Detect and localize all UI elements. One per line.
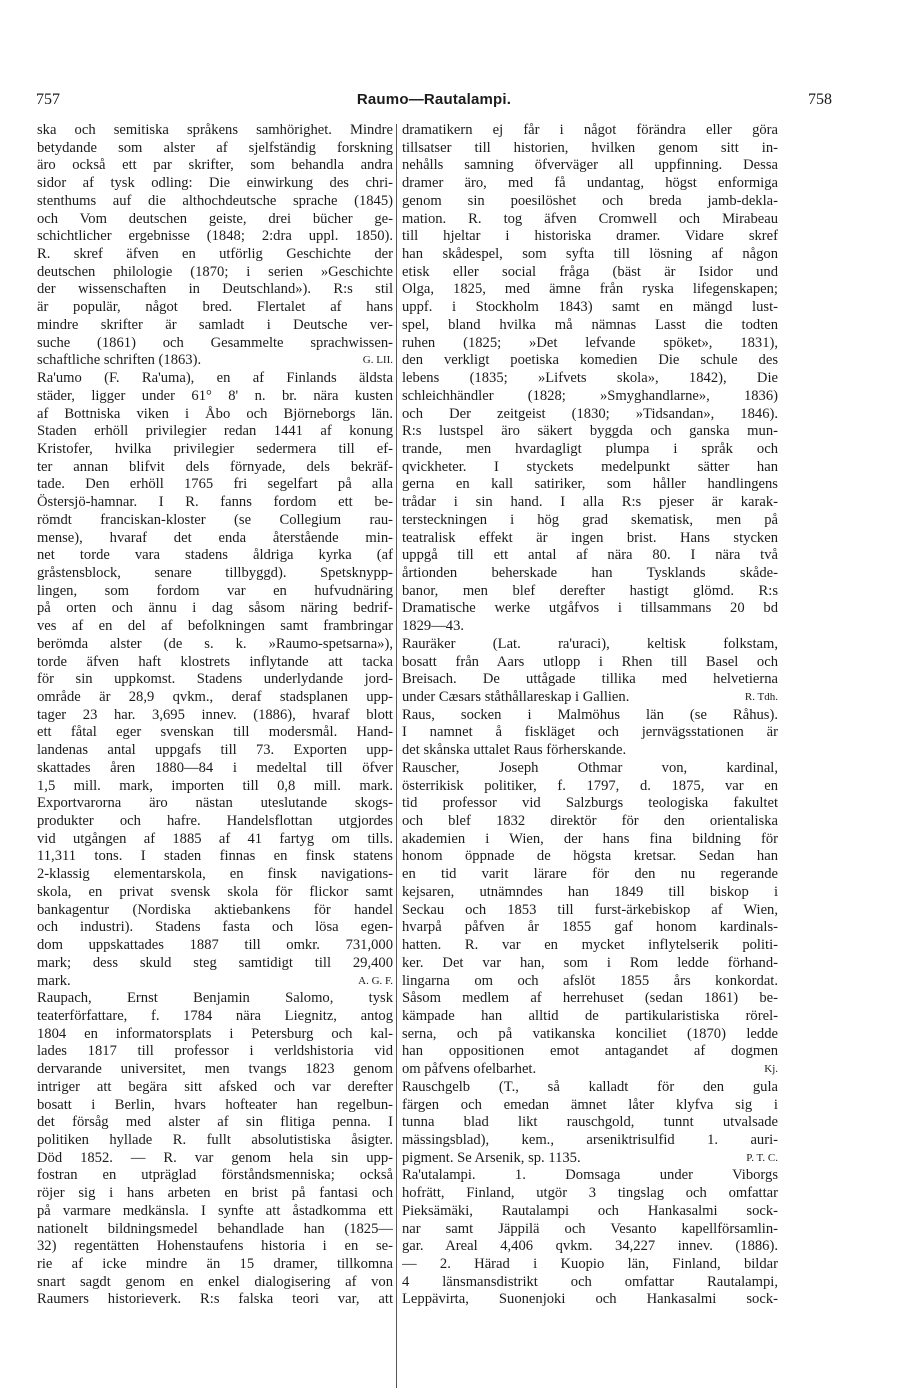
text-line: honom öppnade de högsta kretsar. Sedan han	[402, 848, 778, 865]
text-line: Ra'utalampi. 1. Domsaga under Viborgs	[402, 1167, 778, 1184]
text-line: och Vom deutschen geiste, drei bücher ge-	[37, 210, 393, 227]
text-line: nar samt Jäppilä och Vesanto kapellförsamlin-	[402, 1220, 778, 1237]
text-line: städer, ligger under 61° 8' n. br. nära kusten	[37, 387, 393, 404]
text-line: en tid varit lärare för den nu regerande	[402, 866, 778, 883]
page-number-right: 758	[808, 91, 832, 108]
text-line: dervarande universitet, men tvangs 1823 genom	[37, 1061, 393, 1078]
text-line: deutschen philologie (1870; i serien »Geschichte	[37, 263, 393, 280]
text-line: ker. Det var han, som i Rom ledde förhand-	[402, 954, 778, 971]
text-line: Död 1852. — R. var genom hela sin upp-	[37, 1149, 393, 1166]
author-signature: R. Tdh.	[744, 691, 778, 703]
text-line: gråstensblock, senare tillbyggd). Spetsknypp-	[37, 564, 393, 581]
text-line: bankagentur (Nordiska aktiebankens för handel	[37, 901, 393, 918]
text-line: römdt franciskan-kloster (se Collegium rau-	[37, 511, 393, 528]
text-line: qvickheter. I styckets medelpunkt sätter han	[402, 458, 778, 475]
text-line: 2-klassig elementarskola, en finsk navigations-	[37, 866, 393, 883]
text-line: akademien i Wien, der hans fina bildning för	[402, 830, 778, 847]
text-line: 1804 en informatorsplats i Petersburg och kal-	[37, 1025, 393, 1042]
text-line: Raus, socken i Malmöhus län (se Råhus).	[402, 706, 778, 723]
text-line: torde äfven haft klostrets inflytande att tacka	[37, 653, 393, 670]
text-line: skattades åren 1880—84 i medeltal till öfver	[37, 759, 393, 776]
text-line: Dramatische werke utgåfvos i tillsammans 20 bd	[402, 600, 778, 617]
text-line: Breisach. De uttågade tillika med helvetierna	[402, 671, 778, 688]
text-line: etisk eller social fråga (bäst är Isidor und	[402, 263, 778, 280]
text-line: hvarpå påfven år 1855 gaf honom kardinals-	[402, 919, 778, 936]
text-line: Exportvarorna äro nästan uteslutande skogs-	[37, 795, 393, 812]
text-line: Pieksämäki, Rautalampi och Hankasalmi sock-	[402, 1202, 778, 1219]
page-header	[36, 91, 832, 115]
text-line: Rauräker (Lat. ra'uraci), keltisk folkstam,	[402, 635, 778, 652]
text-line: landenas antal uppgafs till 73. Exporten upp-	[37, 742, 393, 759]
text-line: och industri). Stadens fasta och lösa egen-	[37, 919, 393, 936]
text-line: äro också ett par skrifter, som behandla andra	[37, 157, 393, 174]
text-line: kämpade han alltid de partikularistiska rörel-	[402, 1007, 778, 1024]
entry-end-text: pigment. Se Arsenik, sp. 1135.	[402, 1149, 581, 1166]
text-line: den verkligt poetiska komedien Die schule des	[402, 352, 778, 369]
text-line: Ra'umo (F. Ra'uma), en af Finlands äldsta	[37, 370, 393, 387]
text-line: R. skref äfven en utförlig Geschichte der	[37, 246, 393, 263]
text-line: gerna en kall satiriker, som håller handlingens	[402, 476, 778, 493]
text-line: sidor af tysk odling: Die einwirkung des chri-	[37, 175, 393, 192]
text-line: han oppositionen emot antagandet af dogmen	[402, 1043, 778, 1060]
text-line: I namnet å fiskläget och jernvägsstationen är	[402, 724, 778, 741]
text-line	[402, 1150, 778, 1168]
text-line: tillsatser till historien, hvilken genom sitt in-	[402, 139, 778, 156]
text-line: schleichhändler (1828; »Smyghandlarne», 1836)	[402, 387, 778, 404]
text-line: trådar i sin hand. I alla R:s pjeser är karak-	[402, 494, 778, 511]
right-column	[402, 122, 778, 1309]
text-line: dramer äro, med få undantag, högst enformiga	[402, 175, 778, 192]
text-line: är populär, något bred. Flertalet af hans	[37, 299, 393, 316]
text-line: mense), hvaraf det enda återstående min-	[37, 529, 393, 546]
text-line: ett fåtal eger svenskan till modersmål. Hand-	[37, 724, 393, 741]
text-line: vid utgången af 1885 af 41 fartyg om tills.	[37, 830, 393, 847]
text-line: ter annan blifvit dels förnyade, dels bekräf-	[37, 458, 393, 475]
text-line: 1829—43.	[402, 618, 465, 635]
text-line: — 2. Härad i Kuopio län, Finland, bildar	[402, 1256, 778, 1272]
text-line: till hjeltar i historiska dramer. Vidare skref	[402, 228, 778, 245]
text-line: net torde vara stadens åldriga kyrka (af	[37, 547, 393, 564]
author-signature: A. G. F.	[358, 974, 393, 987]
text-line: Seckau och 1853 till furst-ärkebiskop af Wien,	[402, 901, 778, 918]
entry-end-text: schaftliche schriften (1863).	[37, 352, 202, 369]
text-line: röjer sig i hans arbeten en brist på fantasi och	[37, 1185, 393, 1202]
text-line: på varmare medkänsla. I synfte att åstadkomma ett	[37, 1202, 393, 1219]
text-line: produkter och hafre. Handelsflottan utgjordes	[37, 813, 393, 830]
text-line: serna, och på vatikanska konciliet (1870) ledde	[402, 1025, 778, 1042]
text-line: och blef 1832 direktör för den orientaliska	[402, 813, 778, 830]
text-line: gar. Areal 4,406 qvkm. 34,227 innev. (1886).	[402, 1238, 778, 1255]
text-line: 4 länsmansdistrikt och omfattar Rautalampi,	[402, 1273, 778, 1290]
text-line: tersteckningen i hög grad skematisk, men på	[402, 511, 778, 528]
text-line: bosatt från Aars utlopp i Rhen till Basel och	[402, 653, 778, 670]
entry-end-text: under Cæsars ståthållareskap i Gallien.	[402, 689, 630, 705]
text-line: Rauschgelb (T., så kalladt för den gula	[402, 1078, 778, 1095]
text-line: Kristofer, hvilka privilegier sedermera till ef-	[37, 440, 393, 457]
text-line	[37, 973, 393, 991]
text-line	[402, 689, 778, 707]
text-line: det skånska uttalet Raus förherskande.	[402, 742, 627, 759]
text-line: ruhen (1825; »Det lefvande spöket», 1831),	[402, 334, 778, 351]
text-line: skola, en privat svensk skola för flickor samt	[37, 883, 393, 900]
text-line: ves af en del af befolkningen samt frambringar	[37, 618, 393, 635]
text-line: intriger att begära sitt afsked och var derefter	[37, 1078, 393, 1095]
page-number-left: 757	[36, 91, 60, 108]
text-line: 32) regentätten Hohenstaufens historia i en se-	[37, 1238, 393, 1255]
text-line: tid professor vid Salzburgs teologiska fakultet	[402, 795, 778, 812]
text-line: mindre skrifter är samladt i Deutsche ver-	[37, 316, 393, 333]
text-line: hofrätt, Finland, utgör 3 tingslag och omfattar	[402, 1185, 778, 1202]
text-line: mation. R. tog äfven Cromwell och Mirabeau	[402, 210, 778, 227]
text-line: det försåg med alster af sin flitiga penna. I	[37, 1114, 393, 1131]
text-line: tade. Den erhöll 1765 fri segelfart på alla	[37, 476, 393, 493]
text-line: teatralisk effekt är ingen brist. Hans stycken	[402, 529, 778, 546]
text-line: teaterförfattare, f. 1784 nära Liegnitz, antog	[37, 1007, 393, 1024]
text-line: rie af icke mindre än 15 dramer, tillkomna	[37, 1256, 393, 1272]
text-line: mässingsblad), kem., arseniktrisulfid 1. auri-	[402, 1131, 778, 1148]
text-line: trande, men hvardagligt plumpa i språk och	[402, 440, 778, 457]
text-line: hatten. R. var en mycket inflytelserik politi-	[402, 937, 778, 954]
text-line: der wissenschaften in Deutschland»). R:s stil	[37, 281, 393, 298]
text-line: på orten och ännu i dag såsom näring bedrif-	[37, 600, 393, 617]
author-signature: Kj.	[764, 1063, 778, 1076]
text-line: nationelt bildningsmedel behandlade han (1825—	[37, 1220, 393, 1237]
text-line: suche (1861) och Gesammelte sprachwissen-	[37, 334, 393, 351]
left-column	[37, 122, 393, 1309]
text-line: spel, bland hvilka må nämnas Lasst die todten	[402, 316, 778, 333]
text-line: Raumers historieverk. R:s falska teori var, att	[37, 1291, 393, 1308]
text-line: nehålls samning öfverväger all uppfinning. Dessa	[402, 157, 778, 174]
text-line: ska och semitiska språkens samhörighet. Mindre	[37, 122, 393, 138]
text-line: berömda alster (de s. k. »Raumo-spetsarna»),	[37, 635, 393, 652]
text-line: uppf. i Stockholm 1843) samt en mängd lust-	[402, 299, 778, 316]
text-line: lades 1817 till professor i verldshistoria vid	[37, 1043, 393, 1060]
text-line: årtionden beherskade han Tysklands skåde-	[402, 564, 778, 581]
text-line: Staden erhöll privilegier redan 1441 af konung	[37, 423, 393, 440]
text-line: Östersjö-hamnar. I R. fanns fordom ett be-	[37, 494, 393, 511]
text-line: lingarna om och afslöt 1855 års konkordat.	[402, 972, 778, 989]
text-line: snart sagdt genom en enkel dialogisering af von	[37, 1273, 393, 1290]
text-line: Leppävirta, Suonenjoki och Hankasalmi sock-	[402, 1291, 778, 1308]
text-line: Olga, 1825, med ämne från ryska lifegenskapen;	[402, 281, 778, 298]
text-line: lebens (1835; »Lifvets skola», 1842), Die	[402, 370, 778, 387]
text-line: Rauscher, Joseph Othmar von, kardinal,	[402, 759, 778, 776]
text-line: uppgå till ett antal af nära 80. I nära två	[402, 547, 778, 564]
text-line: område är 28,9 qvkm., deraf stadsplanen upp-	[37, 689, 393, 705]
author-signature: G. LII.	[362, 354, 393, 367]
text-line: kejsaren, utnämndes han 1849 till biskop i	[402, 883, 778, 900]
text-line: 1,5 mill. mark, importen till 0,8 mill. mark.	[37, 777, 393, 794]
text-line: 11,311 tons. I staden finnas en finsk statens	[37, 848, 393, 865]
text-line: tager 23 har. 3,695 innev. (1886), hvaraf blott	[37, 706, 393, 723]
text-line: dramatikern ej får i något förändra eller göra	[402, 122, 778, 138]
text-line	[402, 1061, 778, 1079]
text-line: stenthums auf die althochdeutsche sprache (1845)	[37, 192, 393, 209]
text-line: genom sin poesilöshet och breda jamb-dekla-	[402, 192, 778, 209]
text-line: Såsom medlem af herrehuset (sedan 1861) be-	[402, 990, 778, 1007]
text-line: politiken hyllade R. fullt absolutistiska åsigter.	[37, 1131, 393, 1148]
text-line: lingen, som fordom var en hufvudnäring	[37, 582, 393, 599]
text-line: färgen och emedan ämnet låter klyfva sig i	[402, 1096, 778, 1113]
text-line: dom uppskattades 1887 till omkr. 731,000	[37, 937, 393, 954]
text-line: och Der zeitgeist (1830; »Tidsandan», 1846).	[402, 405, 778, 422]
text-line: tunna blad likt rauschgold, tunnt utvalsade	[402, 1114, 778, 1131]
text-line: schichtlicher ergebnisse (1848; 2:dra uppl. 1850).	[37, 228, 393, 245]
entry-end-text: mark.	[37, 972, 71, 989]
text-line: af Bottniska viken i Åbo och Björneborgs län.	[37, 405, 393, 422]
entry-end-text: om påfvens ofelbarhet.	[402, 1061, 537, 1078]
text-line: för sin uppkomst. Stadens underlydande jord-	[37, 671, 393, 688]
text-line: Raupach, Ernst Benjamin Salomo, tysk	[37, 990, 393, 1007]
text-line: österrikisk politiker, f. 1797, d. 1875, var en	[402, 777, 778, 794]
text-line: mark; dess skuld steg samtidigt till 29,400	[37, 954, 393, 971]
text-line	[37, 352, 393, 370]
text-line: fostran en utpräglad förståndsmenniska; också	[37, 1167, 393, 1184]
author-signature: P. T. C.	[746, 1151, 778, 1164]
text-line: betydande som alster af sjelfständig forskning	[37, 139, 393, 156]
text-line: bosatt i Berlin, hvars hofteater han regelbun-	[37, 1096, 393, 1113]
column-divider	[396, 124, 397, 1388]
text-line: banor, men blef derefter hastigt glömd. R:s	[402, 582, 778, 599]
text-line: han skådespel, som syfta till lösning af någon	[402, 246, 778, 263]
running-title: Raumo—Rautalampi.	[356, 91, 512, 108]
text-line: R:s lustspel äro säkert byggda och ganska mun-	[402, 423, 778, 440]
